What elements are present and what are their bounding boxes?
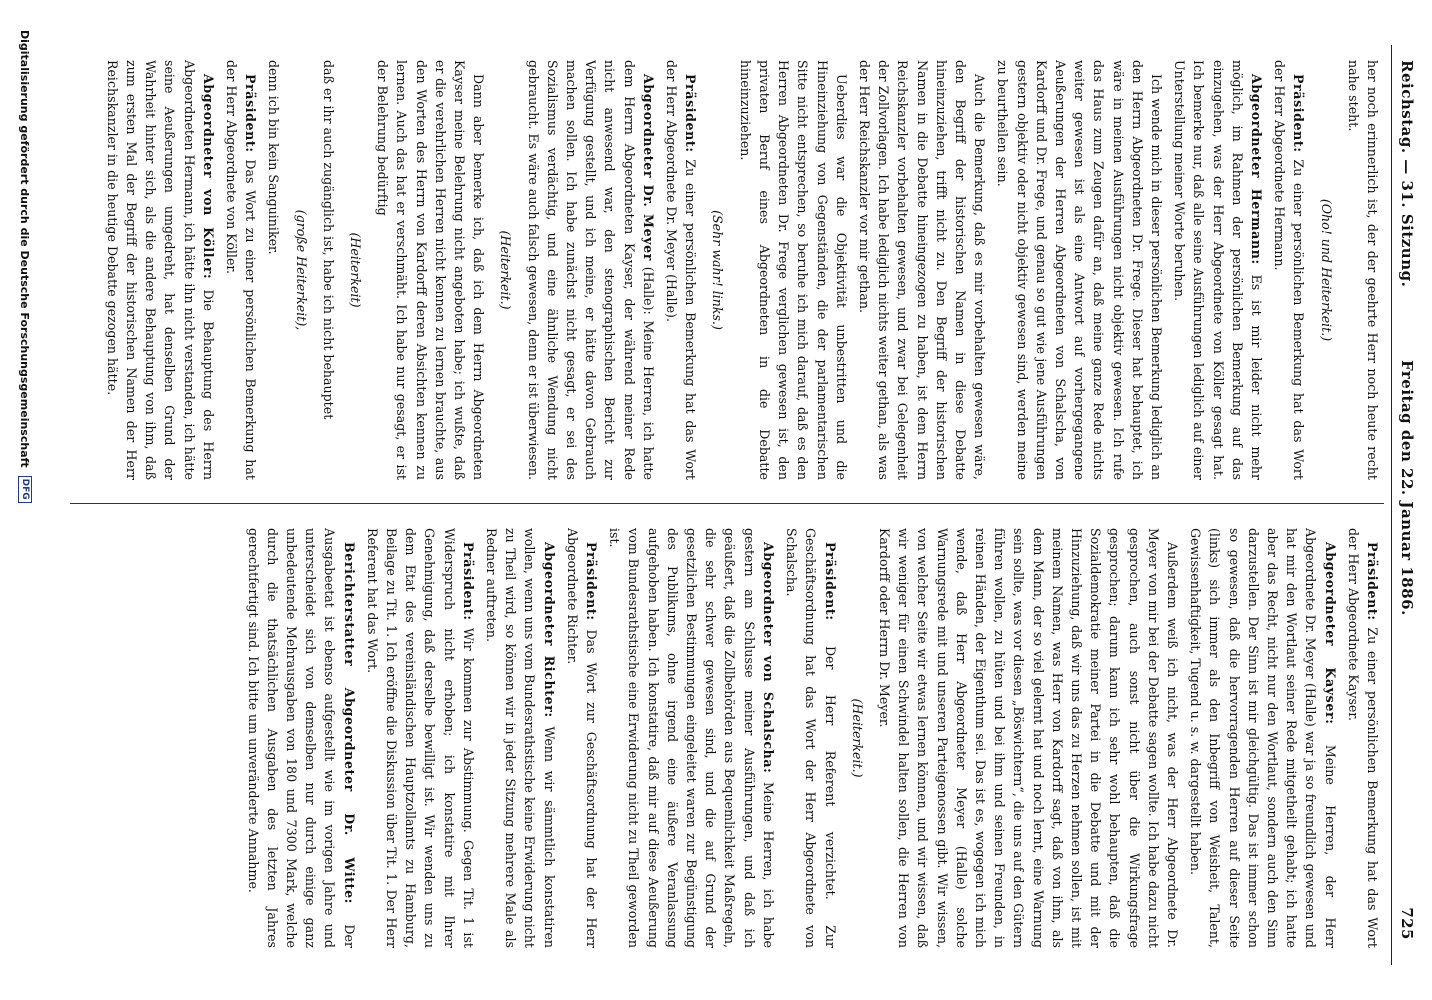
paragraph: daß er ihr auch zugänglich ist, habe ich nicht behauptet <box>320 60 336 420</box>
paragraph <box>523 60 657 480</box>
speech-text: Die Behauptung des Herrn Abgeordneten Hermann, ich hätte ihn nicht verstanden, ich hätte seine Aeußerungen umgedreht, hat denselben Grund der Wahrheit hinter sich, als die andere Behauptung von ihm, daß zum ersten Mal der Begriff der historischen Namen der Herr Reichskanzler in die heutige Debatte gezogen hätte. <box>104 60 216 480</box>
speech-text: Der Herr Referent verzichtet. Zur Geschäftsordnung hat das Wort der Herr Abgeordnete von Schalscha. <box>784 528 838 948</box>
right-column <box>70 528 1382 948</box>
speech-text: (Halle): Meine Herren, ich hatte dem Herrn Abgeordneten Kayser, der während meiner Rede nicht anwesend war, den stenographischen Bericht zur Verfügung gestellt, und ich meine, er hätte davon Gebrauch machen sollen. Ich habe zunächst nicht gesagt, er sei des Sozialismus verdächtig, und eine ähnliche Wendung nicht gebraucht. Es wäre auch falsch gewesen, denn er ist überwiesen. <box>525 60 656 480</box>
speech-text: Meine Herren, ich habe gestern am Schlusse meiner Ausführungen, und daß ich geäußert, daß die Zollbehörden aus Bequemlichkeit Maßregeln, die sehr schwer gewesen sind, und die auf Grund der gesetzlichen Bestimmungen eingeleitet waren zur Begünstigung des Publikums, ohne irgend eine äußere Veranlassung aufgehoben haben. Ich konstatire, daß mir auf diese Aeußerung vom Bundesrathstische eine Erwiderung nicht zu Theil geworden ist. <box>607 528 776 948</box>
left-column <box>70 60 1382 480</box>
page-number: 725 <box>1398 907 1416 940</box>
interjection: (Heiterkeit.) <box>849 698 865 778</box>
interjection: (Heiterkeit.) <box>498 230 514 310</box>
paragraph <box>482 528 559 948</box>
column-divider <box>70 503 1384 504</box>
paragraph <box>222 60 260 480</box>
paragraph <box>1186 528 1340 948</box>
speaker-name: Abgeordneter Hermann: <box>1248 74 1264 265</box>
speaker-name: Präsident: <box>822 542 838 621</box>
speech-text: Zu einer persönlichen Bemerkung hat das Wort der Herr Abgeordnete Dr. Meyer (Halle). <box>664 60 699 480</box>
speaker-name: Abgeordneter Kayser: <box>1322 542 1338 725</box>
speaker-name: Präsident: <box>460 542 476 621</box>
paragraph <box>1344 528 1382 948</box>
speaker-name: Abgeordneter Dr. Meyer <box>640 74 656 261</box>
paragraph <box>605 528 778 948</box>
paragraph: Auch die Bemerkung, daß es mir vorbehalten gewesen wäre, den Begriff der historischen Namen in diese Debatte hineinzuziehen, trifft nicht zu. Den Begriff der historischen Namen in die Debatte hineingezogen zu haben, ist dem Herrn Reichskanzler vorbehalten gewesen, und zwar bei Gelegenheit der Zollvorlagen. Ich habe lediglich nichts weiter gethan, als was der Herr Reichskanzler vor mir gethan. <box>856 60 988 480</box>
speaker-name: Berichterstatter Abgeordneter Dr. Witte: <box>341 542 357 904</box>
speech-text: Es ist mir leider nicht mehr möglich, im Rahmen der persönlichen Bemerkung auf das einzugehen, was der Herr Abgeordnete von Köller gesagt hat. Ich bemerke nur, daß alle seine Ausführungen lediglich auf einer Unterstellung meiner Worte beruhen. <box>1172 60 1264 480</box>
paragraph <box>243 528 358 948</box>
header-date: Freitag den 22. Januar 1886. <box>1398 360 1416 616</box>
digitization-credit <box>10 30 40 990</box>
paragraph: Dann aber bemerke ich, daß ich dem Herrn Abgeordneten Kayser meine Belehrung nicht angeboten habe; ich wußte, daß er die verehrlichen Herren nicht kennen zu lernen brauchte, aus den Worten des Herrn von Kardorff deren Absichten kennen zu lernen. Auch das hat er verschmäht. Ich habe nur gesagt, er ist der Belehrung bedürftig <box>375 60 487 480</box>
speech-text: Wir kommen zur Abstimmung. Gegen Tit. 1 ist Widerspruch nicht erhoben; ich konstatire mit Ihrer Genehmigung, daß derselbe bewilligt ist. Wir wenden uns zu dem Etat des vereinsländischen Hauptzollamts zu Hamburg, Beilage zu Tit. 1. Ich eröffne die Diskussion über Tit. 1. Der Herr Referent hat das Wort. <box>364 528 476 948</box>
speaker-name: Präsident: <box>683 74 699 153</box>
speech-text: Zu einer persönlichen Bemerkung hat das Wort der Herr Abgeordnete Hermann. <box>1272 60 1307 480</box>
speaker-name: Präsident: <box>1291 74 1307 153</box>
interjection: (Oho! und Heiterkeit.) <box>1318 198 1334 342</box>
speech-text: Meine Herren, der Herr Abgeordnete Dr. Meyer (Halle) war ja so freundlich gewesen und hat mir den Wortlaut seiner Rede mitgetheilt gehabt; ich hatte aber das Recht, nicht nur den Wortlaut, sondern auch den Sinn darzustellen. Der Sinn ist mir gleichgültig. Das ist immer schon so gewesen, daß die hervorragenden Herren auf dieser Seite (links) sich immer als den Inbegriff von Weisheit, Talent, Gewissenhaftigkeit, Tugend u. s. w. dargestellt haben. <box>1188 528 1338 948</box>
paragraph: Ueberdies war die Objektivität unbestritten und die Hineinziehung von Gegenständen, die der parlamentarischen Sitte nicht entsprechen, so beruhe ich mich darauf, daß es den Herren Abgeordneten Dr. Frege verglichen gewesen ist, den privaten Beruf eines Abgeordneten in die Debatte hineinzuziehen. <box>737 60 849 480</box>
paragraph <box>662 60 700 480</box>
speaker-name: Abgeordneter von Köller: <box>200 74 216 280</box>
credit-text: Digitalisierung gefördert durch die Deutsche Forschungsgemeinschaft <box>18 30 32 468</box>
paragraph <box>1270 60 1308 480</box>
speaker-name: Präsident: <box>1365 542 1380 621</box>
paragraph <box>563 528 601 948</box>
paragraph <box>363 528 478 948</box>
speaker-name: Präsident: <box>243 74 259 153</box>
speaker-name: Präsident: <box>584 542 600 621</box>
speech-text: Zu einer persönlichen Bemerkung hat das Wort der Herr Abgeordnete Kayser. <box>1345 528 1380 948</box>
paragraph: denn ich bin kein Sanguiniker. <box>266 60 282 255</box>
interjection: (Sehr wahr! links.) <box>710 210 726 330</box>
interjection: (Heiterkeit) <box>348 232 364 308</box>
speaker-name: Abgeordneter Richter: <box>541 542 557 718</box>
paragraph <box>782 528 840 948</box>
dfg-logo: DFG <box>18 476 32 503</box>
speech-text: Das Wort zu einer persönlichen Bemerkung hat der Herr Abgeordnete von Köller. <box>224 60 259 480</box>
speech-text: Wenn wir sämmtlich konstatiren wollen, wenn uns vom Bundesrathstische keine Erwiderung nicht zu Theil wird, so können wir in jeder Sitzung mehrere Male als Redner auftreten. <box>484 528 557 948</box>
header-rule <box>1391 45 1392 965</box>
paragraph: her noch erinnerlich ist, der der geehrte Herr noch heute recht nahe steht. <box>1345 60 1380 480</box>
speaker-name: Abgeordneter von Schalscha: <box>760 542 776 774</box>
paragraph: Ich wende mich in dieser persönlichen Bemerkung lediglich an den Herrn Abgeordneten Dr. Frege. Dieser hat behauptet, ich wäre in meinen Ausführungen nicht objektiv gewesen. Ich rufe das Haus zum Zeugen dafür an, daß meine ganze Rede nichts weiter gewesen ist als eine Antwort auf vorhergegangene Aeußerungen der Herren Abgeordneten von Schalscha, von Kardorff und Dr. Frege, und genau so gut wie jene Ausführungen gestern objektiv oder nicht objektiv gewesen sind, werden meine zu beurtheilen sein. <box>995 60 1164 480</box>
paragraph: Außerdem weiß ich nicht, was der Herr Abgeordnete Dr. Meyer von mir bei der Debatte sagen wollte. Ich habe dazu nicht gesprochen, auch sonst nicht über die Wirkungsfrage gesprochen; darum kann ich sehr wohl behaupten, daß die Sozialdemokratie meiner Partei in die Debatte und mit der Hinzuziehung, daß wir uns das zu Herzen nehmen sollen, ist mit meinem Namen, was Herr von Kardorff sagt, daß von ihm, als dem Mann, der so viel gelernt hat und noch lernt, eine Warnung sein sollte, was vor diesen „Böswichtern“, die uns auf den Gütern führen wollen, zu hüten und bei ihm und seinen Freunden, in reinen Händen, der Eigenthum sei. Das ist es, wogegen ich mich wende, daß Herr Abgeordneter Meyer (Halle) solche Warnungsrede mit und unseren Parteigenossen gibt. Wir wissen, von welcher Seite wir etwas lernen können, und wir wissen, daß wir weniger für einen Schwindel halten sollen, die Herren von Kardorff oder Herrn Dr. Meyer. <box>876 528 1180 948</box>
speech-text: Das Wort zur Geschäftsordnung hat der Herr Abgeordnete Richter. <box>564 528 600 948</box>
paragraph <box>1170 60 1266 480</box>
paragraph <box>103 60 218 480</box>
speech-text: Der Ausgabeetat ist ebenso aufgestellt wie im vorigen Jahre und unterscheidet sich von demselben nur durch einige ganz unbedeutende Mehrausgaben von 180 und 7300 Mark, welche durch die thatsächlichen Ausgaben des letzten Jahres gerechtfertigt sind. Ich bitte um unveränderte Annahme. <box>245 528 357 948</box>
header-title: Reichstag. — 31. Sitzung. <box>1398 60 1416 288</box>
interjection: (große Heiterkeit), <box>293 209 309 331</box>
